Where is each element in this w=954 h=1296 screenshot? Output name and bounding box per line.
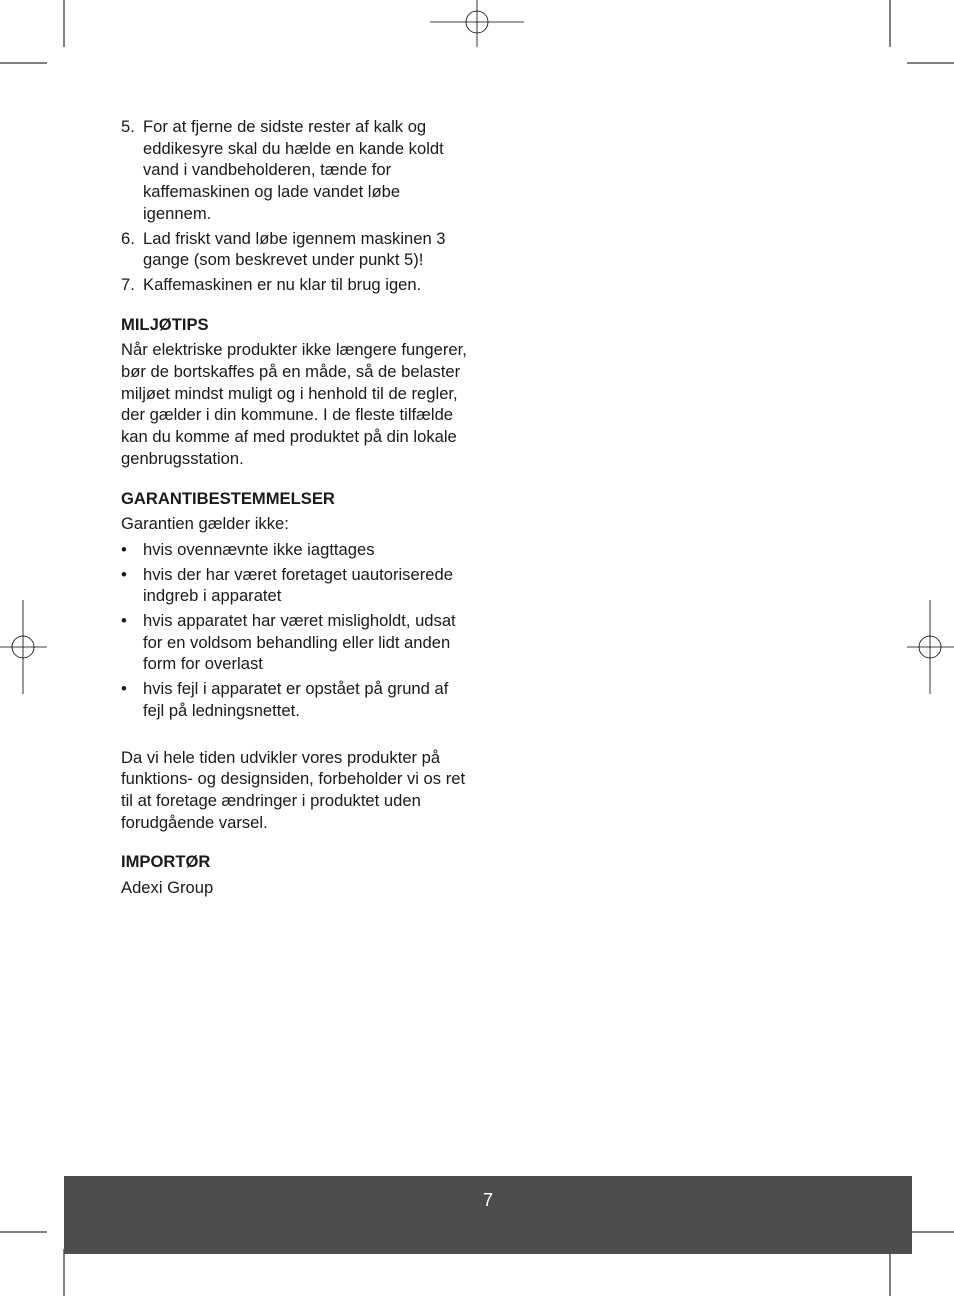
step-text: For at fjerne de sidste rester af kalk og eddikesyre skal du hælde en kande koldt vand i vandbeholderen, tænde for kaffemaskinen og lade vandet løbe igennem. (143, 117, 444, 223)
registration-mark-left (0, 600, 47, 694)
miljotips-heading: MILJØTIPS (121, 314, 209, 334)
footer-band (64, 1176, 912, 1254)
list-item (121, 610, 471, 675)
page-number: 7 (482, 1190, 493, 1210)
bullet: • (121, 564, 127, 584)
spacer (121, 725, 471, 747)
list-item-text: hvis ovennævnte ikke iagttages (143, 539, 375, 559)
garanti-intro: Garantien gælder ikke: (121, 514, 289, 534)
importor-name: Adexi Group (121, 878, 214, 898)
instruction-steps (121, 116, 471, 296)
step-number: 6. (121, 228, 135, 248)
garanti-heading: GARANTIBESTEMMELSER (121, 488, 335, 508)
garanti-closing: Da vi hele tiden udvikler vores produkter på funktions- og designsiden, forbeholder vi os ret til at foretage ændringer i produktet uden forudgående varsel. (121, 747, 466, 832)
step-item (121, 274, 471, 296)
registration-mark-top (430, 0, 524, 47)
list-item (121, 678, 471, 721)
list-item-text: hvis fejl i apparatet er opstået på grund af fejl på ledningsnettet. (143, 679, 449, 720)
importor-heading: IMPORTØR (121, 852, 211, 872)
registration-mark-right (907, 600, 954, 694)
list-item-text: hvis apparatet har været misligholdt, udsat for en voldsom behandling eller lidt anden form for overlast (143, 611, 456, 674)
step-item (121, 228, 471, 271)
step-text: Kaffemaskinen er nu klar til brug igen. (143, 274, 422, 294)
step-item (121, 116, 471, 225)
bullet: • (121, 539, 127, 559)
document-content (121, 116, 471, 903)
list-item (121, 564, 471, 607)
step-number: 5. (121, 117, 135, 136)
step-text: Lad friskt vand løbe igennem maskinen 3 gange (som beskrevet under punkt 5)! (143, 228, 446, 270)
bullet: • (121, 679, 127, 699)
step-number: 7. (121, 274, 135, 294)
list-item-text: hvis der har været foretaget uautoriserede indgreb i apparatet (143, 564, 453, 606)
garanti-list (121, 539, 471, 722)
list-item (121, 539, 471, 561)
bullet: • (121, 611, 127, 631)
miljotips-text: Når elektriske produkter ikke længere fungerer, bør de bortskaffes på en måde, så de belaster miljøet mindst muligt og i henhold til de regler, der gælder i din kommune. I de fleste tilfælde kan du komme af med produktet på din lokale genbrugsstation. (121, 340, 467, 468)
